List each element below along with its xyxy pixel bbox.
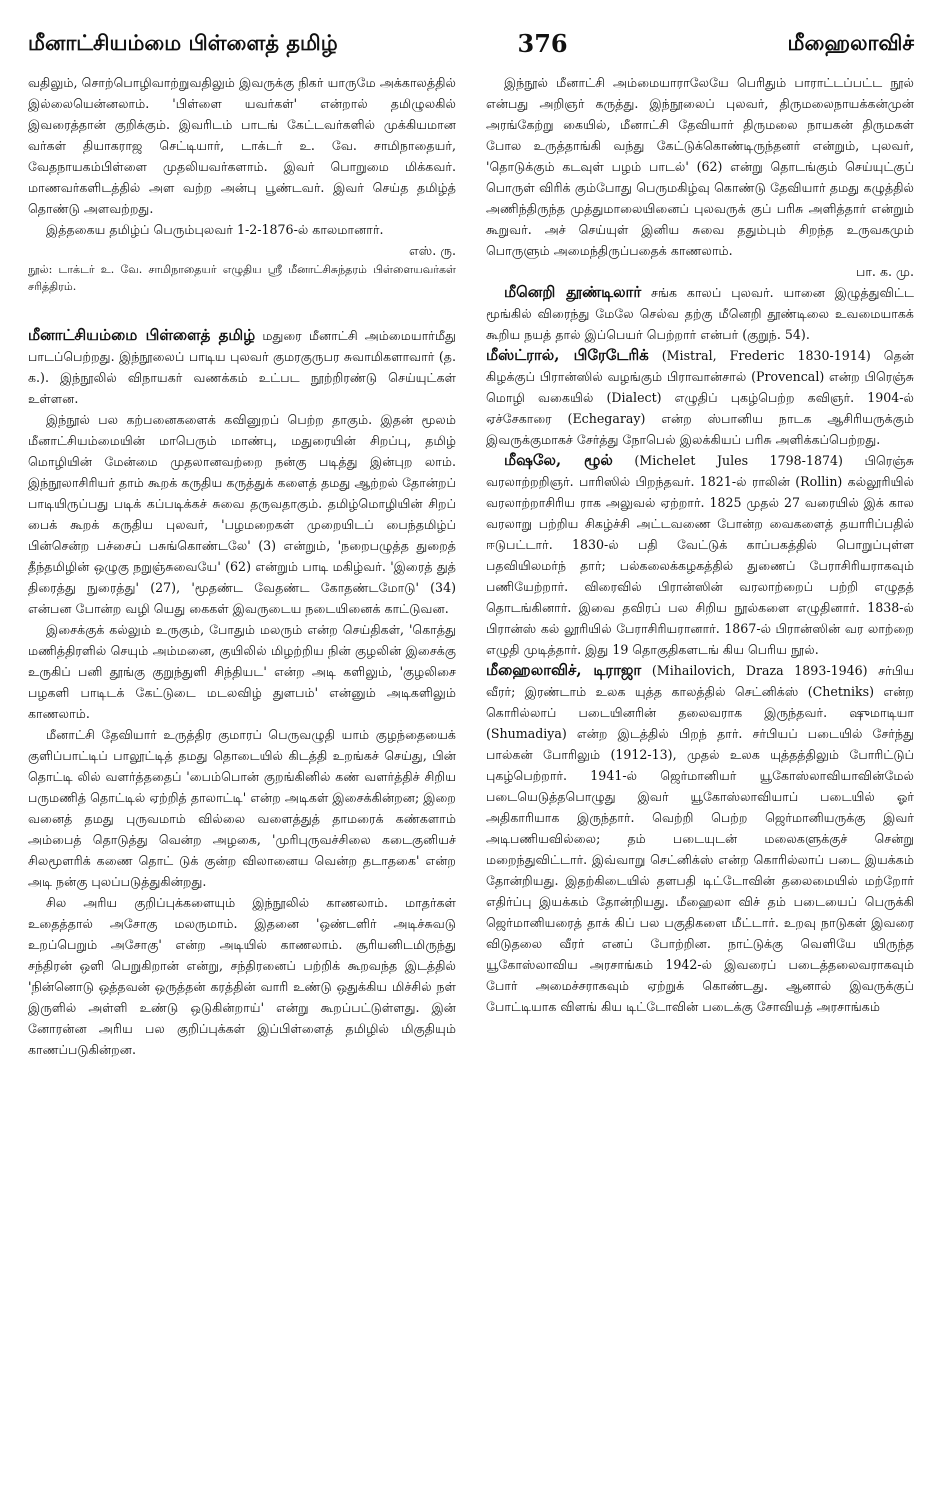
entry-title: மீஷலே, ழூல்: [504, 451, 613, 469]
spacer: [28, 295, 456, 325]
author-initials: பா. க. மு.: [855, 264, 914, 279]
signature-row: [486, 261, 914, 282]
paragraph: இத்தகைய தமிழ்ப் பெரும்புலவர் 1-2-1876-ல் காலமானார்.: [46, 222, 384, 237]
entry: [486, 282, 914, 345]
entry: [486, 450, 914, 660]
signature-row: [28, 240, 456, 261]
paragraph: வதிலும், சொற்பொழிவாற்றுவதிலும் இவருக்கு நிகர் யாருமே அக்காலத்தில் இல்லையென்னலாம். 'பிள்ளை யவர்கள்' என்றால் தமிழுலகில் இவரைத்தான் குறிக்கும். இவரிடம் பாடங் கேட்டவர்களில் முக்கியமான வர்கள் தியாகராஜ செட்டியார், டாக்டர் உ. வே. சாமிநாதையர், வேதநாயகம்பிள்ளை முதலியவர்களாம். இவர் பொறுமை மிக்கவர். மாணவர்களிடத்தில் அள வற்ற அன்பு பூண்டவர். இவர் செய்த தமிழ்த் தொண்டு அளவற்றது.: [28, 75, 456, 216]
paragraph: இந்நூல் மீனாட்சி அம்மையாராலேயே பெரிதும் பாராட்டப்பட்ட நூல் என்பது அறிஞர் கருத்து. இந்நூலைப் புலவர், திருமலைநாயக்கன்முன் அரங்கேற்று கையில், மீனாட்சி தேவியார் திருமலை நாயகன் திருமகள் போல உருத்தாங்கி வந்து கேட்டுக்கொண்டிருந்தனர் என்றும், புலவர், 'தொடுக்கும் கடவுள் பழம் பாடல்' (62) என்று தொடங்கும் செய்யுட்குப் பொருள் விரிக் கும்போது பெருமகிழ்வு கொண்டு தேவியார் தமது கழுத்தில் அணிந்திருந்த முத்துமாலையினைப் புலவருக் குப் பரிசு அளித்தார் என்றும் கூறுவர். அச் செய்யுள் இனிய சுவை ததும்பும் சிறந்த உருவகமும் பொருளும் அமைந்திருப்பதைக் காணலாம்.: [486, 75, 914, 258]
entry-title: மீஹைலாவிச், டிராஜா: [486, 661, 642, 679]
entry: [486, 345, 914, 450]
entry-text: (Michelet Jules 1798-1874) பிரெஞ்சு வரலாற்றறிஞர். பாரிஸில் பிறந்தவர். 1821-ல் ராலின் (Rollin) கல்லூரியில் வரலாற்றாசிரிய ராக அலுவல் ஏற்றார். 1825 முதல் 27 வரையில் இக் கால வரலாறு பற்றிய சிகழ்ச்சி அட்டவணை போன்ற வைகளைத் தயாரிப்பதில் ஈடுபட்டார். 1830-ல் பதி வேட்டுக் காப்பகத்தில் பொறுப்புள்ள பதவியிலமர்ந் தார்; பல்கலைக்கழகத்தில் துணைப் பேராசிரியராகவும் பணியேற்றார். விரைவில் பிரான்ஸின் வரலாற்றைப் பற்றி எழுதத் தொடங்கினார். இவை தவிரப் பல சிறிய நூல்களை எழுதினார். 1838-ல் பிரான்ஸ் கல் லூரியில் பேராசிரியரானார். 1867-ல் பிரான்ஸின் வர லாற்றை எழுதி முடித்தார். இது 19 தொகுதிகளடங் கிய பெரிய நூல்.: [486, 453, 914, 657]
text-columns: [28, 72, 914, 1060]
paragraph: இந்நூல் பல கற்பனைகளைக் கவினுறப் பெற்ற தாகும். இதன் மூலம் மீனாட்சியம்மையின் மாபெரும் மாண்பு, மதுரையின் சிறப்பு, தமிழ் மொழியின் மேன்மை முதலானவற்றை நன்கு படித்து இன்புற லாம். இந்நூலாசிரியர் தாம் கூறக் கருதிய கருத்துக் களைத் தமது ஆற்றல் தோன்றப் பாடியிருப்பது படிக் கப்படிக்கச் சுவை தருவதாகும். தமிழ்மொழியின் சிறப் பைக் கூறக் கருதிய புலவர், 'பழமறைகள் முறையிடப் பைந்தமிழ்ப் பின்சென்ற பச்சைப் பசுங்கொண்டலே' (3) என்றும், 'நறைபழுத்த துறைத் தீந்தமிழின் ஒழுகு நறுஞ்சுவையே' (62) என்றும் பாடி மகிழ்வர். 'இரைத் துத் திரைத்து நுரைத்து' (27), 'மூதண்ட வேதண்ட கோதண்டமோடு' (34) என்பன போன்ற வழி யெது கைகள் இவருடைய நடையினைக் காட்டுவன.: [28, 412, 456, 616]
paragraph: இசைக்குக் கல்லும் உருகும், போதும் மலரும் என்ற செய்திகள், 'கொத்து மணித்திரளில் செயும் அம்மனை, குயிலில் மிழற்றிய நின் குழலின் இசைக்கு உருகிப் பனி தூங்கு குறுந்துளி சிந்தியட' என்ற அடி களிலும், 'குழலிசை பழகளி பாடிடக் கேட்டுடை மடலவிழ் துளபம்' என்னும் அடிகளிலும் காணலாம்.: [28, 622, 456, 721]
right-column: [486, 72, 914, 1060]
page-header: [28, 24, 914, 58]
entry-text: மதுரை மீனாட்சி அம்மையார்மீது பாடப்பெற்றது. இந்நூலைப் பாடிய புலவர் குமரகுருபர சுவாமிகளாவார் (த. க.). இந்நூலில் விநாயகர் வணக்கம் உட்பட நூற்றிரண்டு செய்யுட்கள் உள்ளன.: [28, 328, 456, 406]
paragraph: சில அரிய குறிப்புக்களையும் இந்நூலில் காணலாம். மாதர்கள் உதைத்தால் அசோகு மலருமாம். இதனை 'ஒண்டளிர் அடிச்சுவடு உறப்பெறும் அசோகு' என்ற அடியில் காணலாம். சூரியனிடமிருந்து சந்திரன் ஒளி பெறுகிறான் என்று, சந்திரனைப் பற்றிக் கூறவந்த இடத்தில் 'நின்னொடு ஒத்தவன் ஒருத்தன் கரத்தின் வாரி உண்டு ஒதுக்கிய மிச்சில் நள் இருளில் அள்ளி உண்டு ஒடுகின்றாய்' என்று கூறப்பட்டுள்ளது. இன் னோரன்ன அரிய பல குறிப்புக்கள் இப்பிள்ளைத் தமிழில் மிகுதியும் காணப்படுகின்றன.: [28, 895, 456, 1057]
page-number: 376: [517, 29, 568, 58]
reference-note: நூல்: டாக்டர் உ. வே. சாமிநாதையர் எழுதிய ஸ்ரீ மீனாட்சிசுந்தரம் பிள்ளையவர்கள் சரித்திரம்.: [28, 263, 456, 293]
author-initials: எஸ். ரு.: [408, 243, 456, 258]
entry-text: சங்க காலப் புலவர். யானை இழுத்துவிட்ட மூங்கில் விரைந்து மேலே செல்வ தற்கு மீனெறி தூண்டிலை உவமையாகக் கூறிய நயத் தால் இப்பெயர் பெற்றார் என்பர் (குறுந். 54).: [486, 285, 914, 342]
entry: [486, 660, 914, 1017]
running-head-left: மீனாட்சியம்மை பிள்ளைத் தமிழ்: [28, 30, 338, 55]
entry-text: (Mihailovich, Draza 1893-1946) சர்பிய வீரர்; இரண்டாம் உலக யுத்த காலத்தில் செட்னிக்ஸ் (Chetniks) என்ற கொரில்லாப் படையினரின் தலைவராக இருந்தவர். ஷுமாடியா (Shumadiya) என்ற இடத்தில் பிறந் தார். சர்பியப் படையில் சேர்ந்து பால்கன் போரிலும் (1912-13), முதல் உலக யுத்தத்திலும் போரிட்டுப் புகழ்பெற்றார். 1941-ல் ஜெர்மானியர் யூகோஸ்லாவியாவின்மேல் படையெடுத்தபொழுது இவர் யூகோஸ்லாவியாப் படையில் ஓர் அதிகாரியாக இருந்தார். வெற்றி பெற்ற ஜெர்மானியருக்கு இவர் அடிபணியவில்லை; தம் படையுடன் மலைகளுக்குச் சென்று மறைந்துவிட்டார். இவ்வாறு செட்னிக்ஸ் என்ற கொரில்லாப் படை இயக்கம் தோன்றியது. இதற்கிடையில் தளபதி டிட்டோவின் தலைமையில் மற்றோர் எதிர்ப்பு இயக்கம் தோன்றியது. மீஹைலா விச் தம் படையைப் பெருக்கி ஜெர்மானியரைத் தாக் கிப் பல பகுதிகளை மீட்டார். உறவு நாடுகள் இவரை விடுதலை வீரர் எனப் போற்றின. நாட்டுக்கு வெளியே யிருந்த யூகோஸ்லாவிய அரசாங்கம் 1942-ல் இவரைப் படைத்தலைவராகவும் போர் அமைச்சராகவும் ஏற்றுக் கொண்டது. ஆனால் இவருக்குப் போட்டியாக விளங் கிய டிட்டோவின் படைக்கு சோவியத் அரசாங்கம்: [486, 663, 914, 1014]
left-column: [28, 72, 456, 1060]
entry-title: மீனெறி தூண்டிலார்: [504, 283, 642, 301]
entry-title: மீனாட்சியம்மை பிள்ளைத் தமிழ்: [28, 326, 256, 344]
entry: [28, 325, 456, 409]
running-head-right: மீஹைலாவிச்: [787, 30, 914, 55]
entry-title: மீஸ்ட்ரால், பிரேடேரிக்: [486, 346, 649, 364]
paragraph: மீனாட்சி தேவியார் உருத்திர குமாரப் பெருவழுதி யாம் குழந்தையைக் குளிப்பாட்டிப் பாலூட்டித் தமது தொடையில் கிடத்தி உறங்கச் செய்து, பின் தொட்டி லில் வளர்த்ததைப் 'பைம்பொன் குறங்கினில் கண் வளர்த்திச் சிறிய பருமணித் தொட்டில் ஏற்றித் தாலாட்டி' என்ற அடிகள் இசைக்கின்றன; இறை வனைத் தமது புருவமாம் வில்லை வளைத்துத் தாமரைக் கண்களாம் அம்பைத் தொடுத்து வென்ற அழகை, 'முரிபுருவச்சிலை கடைகுனியச் சிலமூளரிக் கணை தொட் டுக் குன்ற விலானைய வென்ற தடாதகை' என்ற அடி நன்கு புலப்படுத்துகின்றது.: [28, 727, 456, 889]
entry-text: (Mistral, Frederic 1830-1914) தென் கிழக்குப் பிரான்ஸில் வழங்கும் பிராவான்சால் (Provencal) என்ற பிரெஞ்சு மொழி வகையில் (Dialect) எழுதிப் புகழ்பெற்ற கவிஞர். 1904-ல் ஏச்சேகாரை (Echegaray) என்ற ஸ்பானிய நாடக ஆசிரியருக்கும் இவருக்குமாகச் சேர்த்து நோபெல் இலக்கியப் பரிசு அளிக்கப்பெற்றது.: [486, 348, 914, 447]
closing-line: [28, 219, 456, 240]
